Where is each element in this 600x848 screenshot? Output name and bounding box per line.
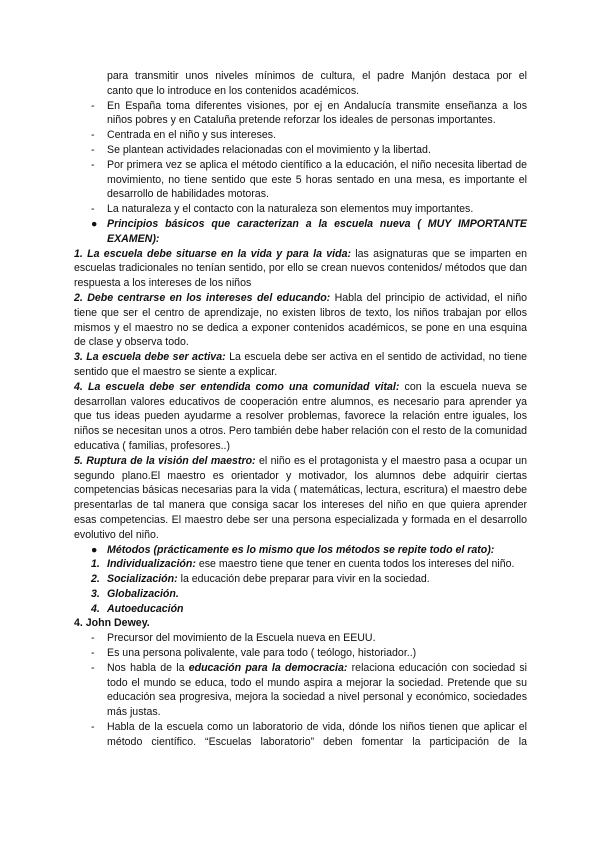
intro-line: para transmitir unos niveles mínimos de cultura, el padre Manjón destaca por el — [107, 70, 527, 82]
principios-heading-text: Principios básicos que caracterizan a la escuela nueva ( MUY IMPORTANTE EXAMEN): — [107, 217, 527, 245]
metodos-heading-text: Métodos (prácticamente es lo mismo que los métodos se repite todo el rato): — [107, 543, 495, 556]
principios-list — [74, 247, 527, 543]
principio-label: 3. La escuela debe ser activa: — [74, 351, 226, 364]
list-item-text — [107, 587, 179, 602]
metodo-text: ese maestro tiene que tener en cuenta todos los intereses del niño. — [195, 558, 515, 571]
list-item — [74, 646, 527, 661]
list-number: 3. — [91, 587, 100, 600]
list-item — [74, 720, 527, 750]
list-item — [74, 631, 527, 646]
list-item-text — [107, 631, 527, 646]
dash-mark: - — [91, 203, 95, 216]
principios-heading — [74, 217, 527, 247]
list-item — [74, 557, 527, 572]
section-heading: 4. John Dewey. — [74, 617, 150, 630]
dash-mark: - — [91, 143, 95, 156]
dash-list-escuela-nueva — [74, 99, 527, 217]
principio-text: el niño es el protagonista y el maestro pasa a ocupar un segundo plano.El maestro es orientador y motivador, los alumnos debe adquirir ciertas competencias básicas necesarias para la vida ( matemáticas, lectura, escritura) el maestro debe presentarlas de tal manera que consiga sacar los intereses del niño en que quiera aprender esas competencias. El maestro debe ser una persona especializada y formada en el desarrollo evolutivo del niño. — [74, 454, 527, 541]
principio-label: 4. La escuela debe ser entendida como una comunidad vital: — [74, 380, 400, 393]
metodo-label: Autoeducación — [107, 602, 184, 615]
principio-paragraph — [74, 350, 527, 380]
list-item-text: Centrada en el niño y sus intereses. — [107, 129, 277, 142]
principio-text: La escuela debe ser activa en el sentido de actividad, no tiene sentido que el maestro se siente a explicar. — [74, 351, 527, 378]
list-item — [74, 128, 527, 143]
principio-paragraph — [74, 291, 527, 350]
list-number: 4. — [91, 602, 100, 615]
list-item-text — [107, 557, 515, 572]
list-item-text: La naturaleza y el contacto con la naturaleza son elementos muy importantes. — [107, 203, 474, 216]
dash-mark: - — [91, 721, 95, 734]
dewey-list — [74, 631, 527, 749]
metodo-label: Individualización: — [107, 558, 196, 571]
list-item — [74, 602, 527, 617]
list-number: 2. — [91, 573, 100, 586]
list-item — [74, 143, 527, 158]
item-pre: Nos habla de la — [107, 661, 189, 674]
principio-paragraph — [74, 247, 527, 291]
list-item — [74, 661, 527, 720]
list-item-text: Se plantean actividades relacionadas con el movimiento y la libertad. — [107, 143, 431, 156]
principio-label: 5. Ruptura de la visión del maestro: — [74, 454, 256, 467]
principio-text: Habla del principio de actividad, el niño tiene que ser el centro de aprendizaje, no existen libros de texto, los niños trabajan por ellos mismos y el maestro no se dedica a exponer contenidos académicos, se pone en una esquina de clase y observa todo. — [74, 291, 528, 349]
list-item-text — [107, 572, 430, 587]
dash-mark: - — [91, 647, 95, 660]
dash-mark: - — [91, 99, 95, 112]
list-item — [74, 158, 527, 202]
metodos-heading — [74, 543, 527, 558]
list-item — [74, 99, 527, 129]
dash-mark: - — [91, 129, 95, 142]
list-item-text: Por primera vez se aplica el método científico a la educación, el niño necesita libertad de movimiento, no tiene sentido que este 5 horas sentado en una mesa, es importante el desarrollo de habilidades motoras. — [107, 158, 527, 201]
principio-text: con la escuela nueva se desarrollan valores educativos de cooperación entre alumnos, es necesario para aprender ya que tus ideas pueden ayudarme a resolver problemas, favorece la relación entre iguales, los niños se necesitan unos a otros. Pero también debe haber relación con el resto de la comunidad educativa ( familias, profesores..) — [74, 380, 527, 452]
principio-text: las asignaturas que se imparten en escuelas tradicionales no tenían sentido, por ello se crean nuevos contenidos/ métodos que dan respuesta a los intereses de los niños — [74, 247, 527, 290]
metodos-list — [74, 557, 527, 616]
list-item — [74, 587, 527, 602]
intro-line: canto que lo introduce en los contenidos académicos. — [107, 84, 360, 97]
item-pre: Habla de la escuela como un laboratorio de vida, dónde los niños tienen que aplicar el método científico. “Escuelas laboratorio” deben fomentar la participación de la — [107, 721, 527, 748]
bullet-icon: ● — [91, 543, 98, 556]
principio-paragraph — [74, 380, 527, 454]
metodo-text: la educación debe preparar para vivir en la sociedad. — [177, 573, 430, 586]
item-pre: Precursor del movimiento de la Escuela nueva en EEUU. — [107, 632, 376, 645]
list-item — [74, 572, 527, 587]
dash-mark: - — [91, 632, 95, 645]
list-item-text: En España toma diferentes visiones, por ej en Andalucía transmite enseñanza a los niños pobres y en Cataluña pretende reforzar los ideales de personas importantes. — [107, 99, 527, 127]
list-item — [74, 202, 527, 217]
list-number: 1. — [91, 558, 100, 571]
item-label: educación para la democracia: — [188, 661, 348, 674]
item-pre: Es una persona polivalente, vale para todo ( teólogo, historiador..) — [107, 647, 417, 660]
bullet-icon: ● — [91, 217, 98, 230]
dash-mark: - — [91, 158, 95, 171]
list-item-text — [107, 646, 527, 661]
list-item-text — [107, 720, 527, 750]
intro-paragraph — [74, 69, 527, 99]
principio-paragraph — [74, 454, 527, 543]
item-post: relaciona educación con sociedad si todo el mundo se educa, todo el mundo aspira a mejorar la sociedad. Pretende que su educación sea progresiva, mejora la sociedad a nivel personal y económico, sociedades más justas. — [107, 661, 527, 719]
metodo-label: Globalización. — [107, 587, 179, 600]
metodo-label: Socialización: — [107, 573, 178, 586]
dash-mark: - — [91, 661, 95, 674]
list-item-text — [107, 602, 184, 617]
principio-label: 1. La escuela debe situarse en la vida y para la vida: — [74, 247, 351, 260]
principio-label: 2. Debe centrarse en los intereses del educando: — [74, 291, 331, 304]
list-item-text — [107, 661, 527, 720]
